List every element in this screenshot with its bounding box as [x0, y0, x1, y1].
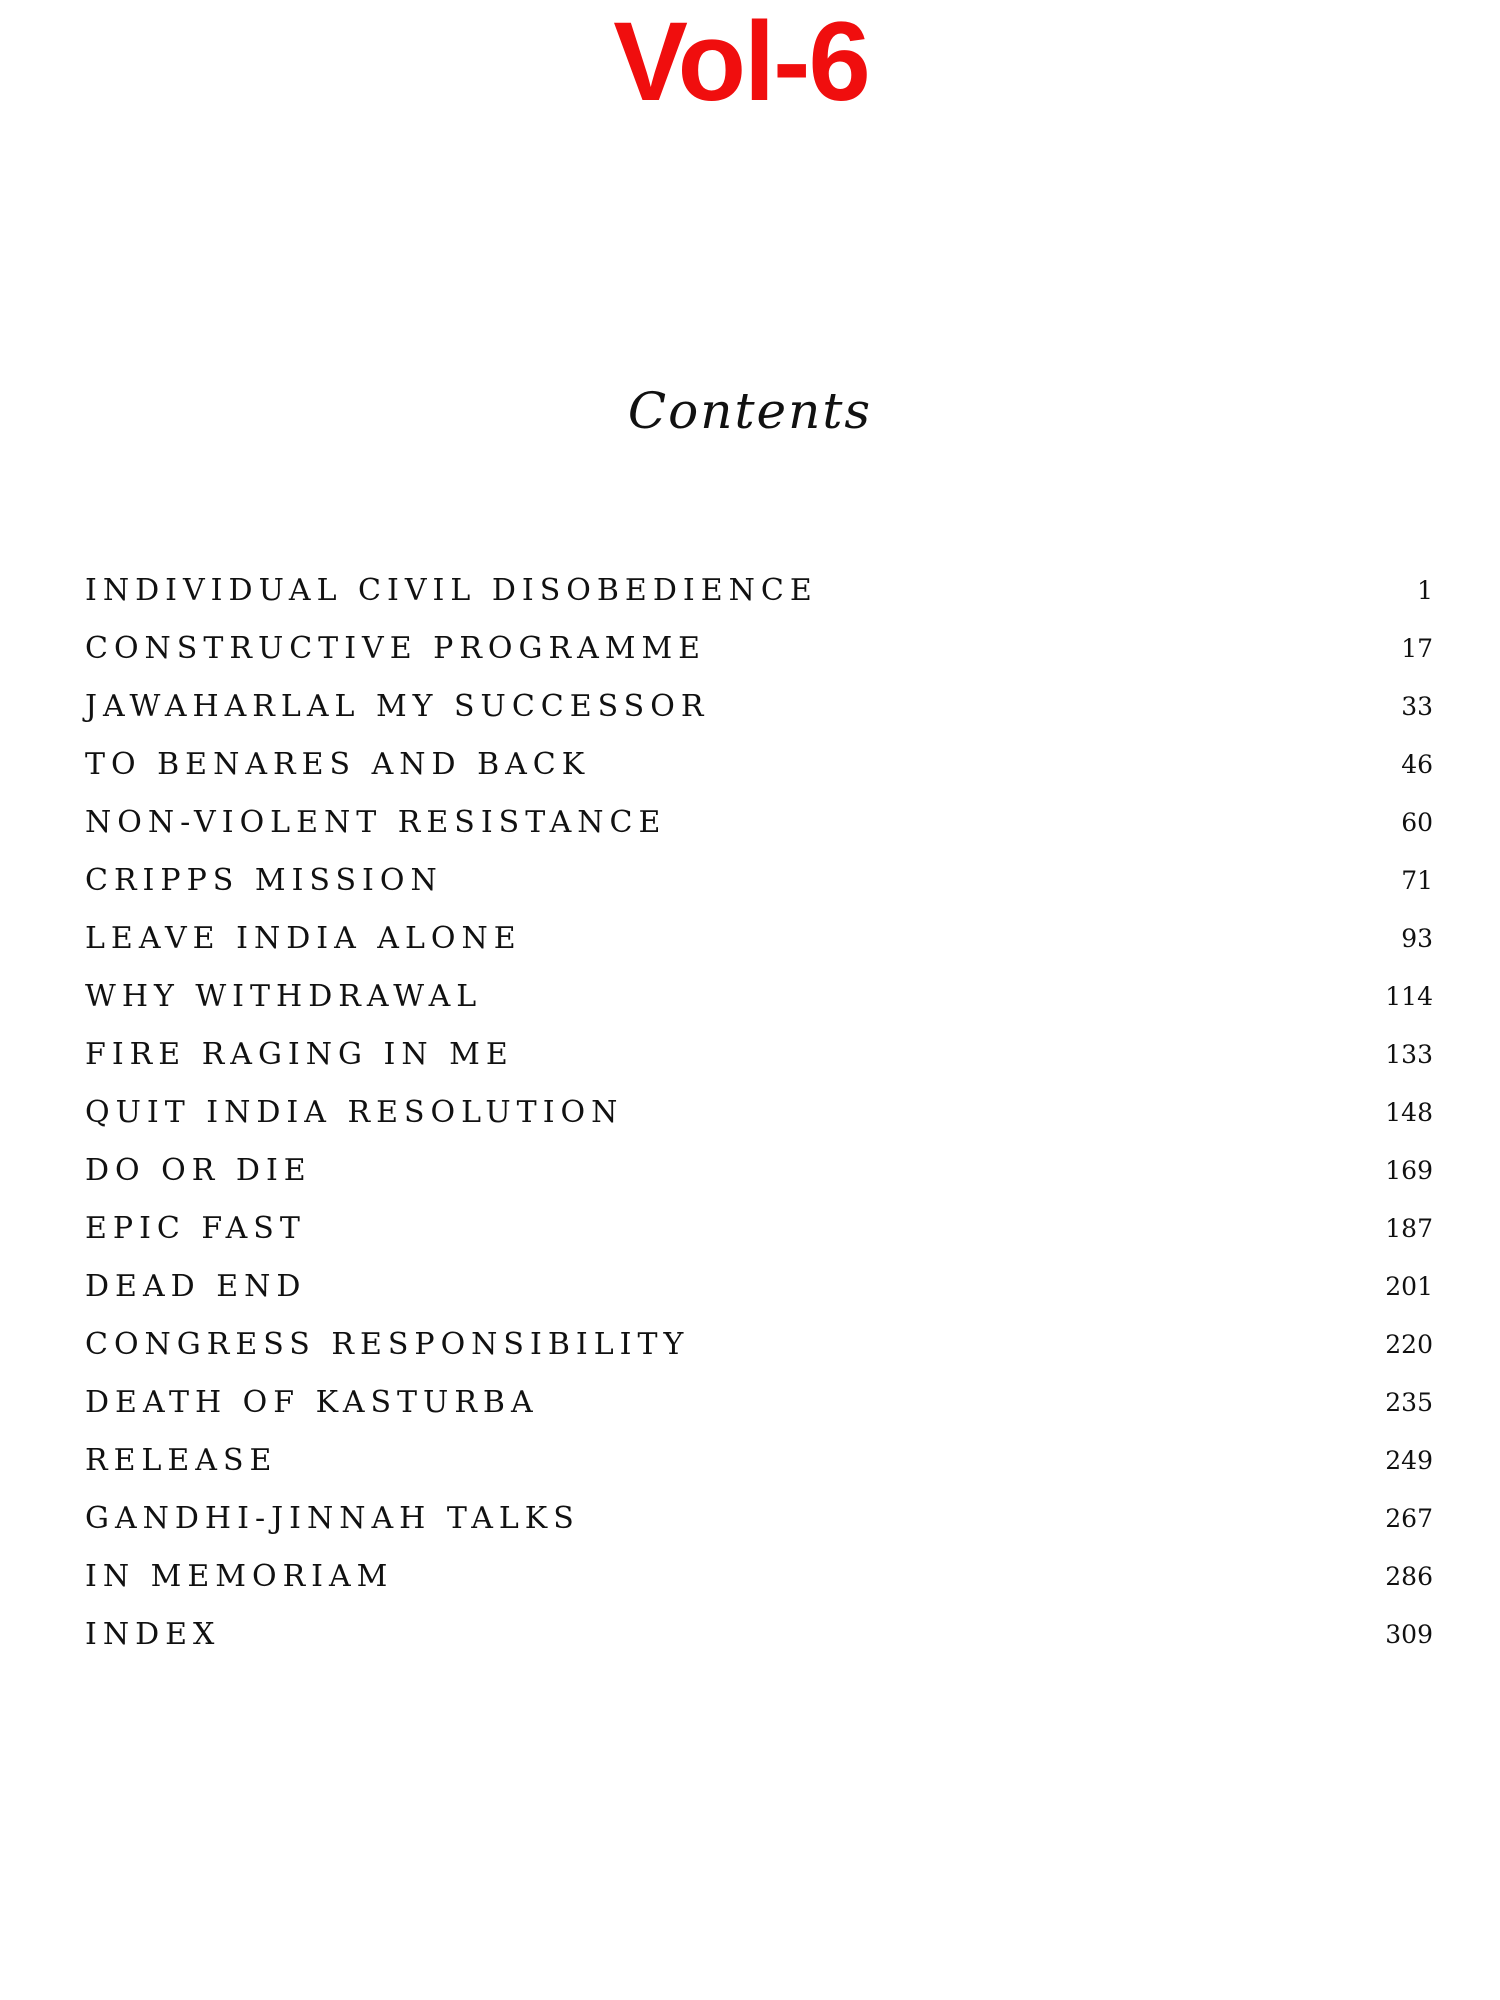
toc-entry-page-number: 133	[1385, 1040, 1433, 1069]
toc-entry-page-number: 33	[1401, 692, 1433, 721]
toc-entry	[85, 1548, 1433, 1606]
toc-entry	[85, 1258, 1433, 1316]
toc-entry-page-number: 17	[1401, 634, 1433, 663]
toc-entry-title: EPIC FAST	[85, 1211, 306, 1246]
toc-entry-title: QUIT INDIA RESOLUTION	[85, 1095, 624, 1130]
toc-entry	[85, 968, 1433, 1026]
toc-entry-title: DEAD END	[85, 1269, 307, 1304]
toc-entry	[85, 562, 1433, 620]
toc-entry	[85, 794, 1433, 852]
toc-entry	[85, 852, 1433, 910]
toc-entry-page-number: 187	[1385, 1214, 1433, 1243]
toc-entry-page-number: 235	[1385, 1388, 1433, 1417]
toc-entry-page-number: 60	[1401, 808, 1433, 837]
toc-entry-page-number: 46	[1401, 750, 1433, 779]
toc-entry	[85, 1490, 1433, 1548]
toc-entry	[85, 1084, 1433, 1142]
contents-heading: Contents	[627, 382, 873, 440]
volume-label: Vol-6	[613, 0, 869, 124]
toc-entry-title: DEATH OF KASTURBA	[85, 1385, 539, 1420]
toc-entry-page-number: 71	[1401, 866, 1433, 895]
toc-entry-page-number: 309	[1385, 1620, 1433, 1649]
toc-entry-page-number: 114	[1385, 982, 1433, 1011]
toc-entry-page-number: 220	[1385, 1330, 1433, 1359]
toc-entry-title: DO OR DIE	[85, 1153, 312, 1188]
toc-entry-title: CRIPPS MISSION	[85, 863, 443, 898]
toc-entry-title: GANDHI-JINNAH TALKS	[85, 1501, 580, 1536]
toc-entry	[85, 1316, 1433, 1374]
toc-entry	[85, 736, 1433, 794]
toc-entry-page-number: 93	[1401, 924, 1433, 953]
toc-entry-title: CONGRESS RESPONSIBILITY	[85, 1327, 690, 1362]
toc-entry-title: RELEASE	[85, 1443, 278, 1478]
toc-entry-title: TO BENARES AND BACK	[85, 747, 591, 782]
toc-entry-page-number: 148	[1385, 1098, 1433, 1127]
toc-entry-title: WHY WITHDRAWAL	[85, 979, 483, 1014]
toc-entry	[85, 1606, 1433, 1664]
toc-entry-page-number: 249	[1385, 1446, 1433, 1475]
toc-entry-page-number: 169	[1385, 1156, 1433, 1185]
toc-entry-page-number: 201	[1385, 1272, 1433, 1301]
toc-entry	[85, 1026, 1433, 1084]
toc-entry-page-number: 267	[1385, 1504, 1433, 1533]
toc-entry-page-number: 1	[1417, 576, 1433, 605]
toc-entry-title: LEAVE INDIA ALONE	[85, 921, 522, 956]
toc-entry-title: FIRE RAGING IN ME	[85, 1037, 514, 1072]
toc-entry-title: IN MEMORIAM	[85, 1559, 394, 1594]
toc-entry	[85, 678, 1433, 736]
toc-entry-title: CONSTRUCTIVE PROGRAMME	[85, 631, 707, 666]
toc-entry-title: INDEX	[85, 1617, 221, 1652]
toc-entry	[85, 1374, 1433, 1432]
toc-entry-title: INDIVIDUAL CIVIL DISOBEDIENCE	[85, 573, 818, 608]
toc-entry-title: JAWAHARLAL MY SUCCESSOR	[85, 689, 710, 724]
toc-entry	[85, 910, 1433, 968]
toc-entry-page-number: 286	[1385, 1562, 1433, 1591]
table-of-contents	[85, 562, 1433, 1664]
toc-entry	[85, 1142, 1433, 1200]
toc-entry-title: NON-VIOLENT RESISTANCE	[85, 805, 667, 840]
toc-entry	[85, 1432, 1433, 1490]
toc-entry	[85, 1200, 1433, 1258]
toc-entry	[85, 620, 1433, 678]
